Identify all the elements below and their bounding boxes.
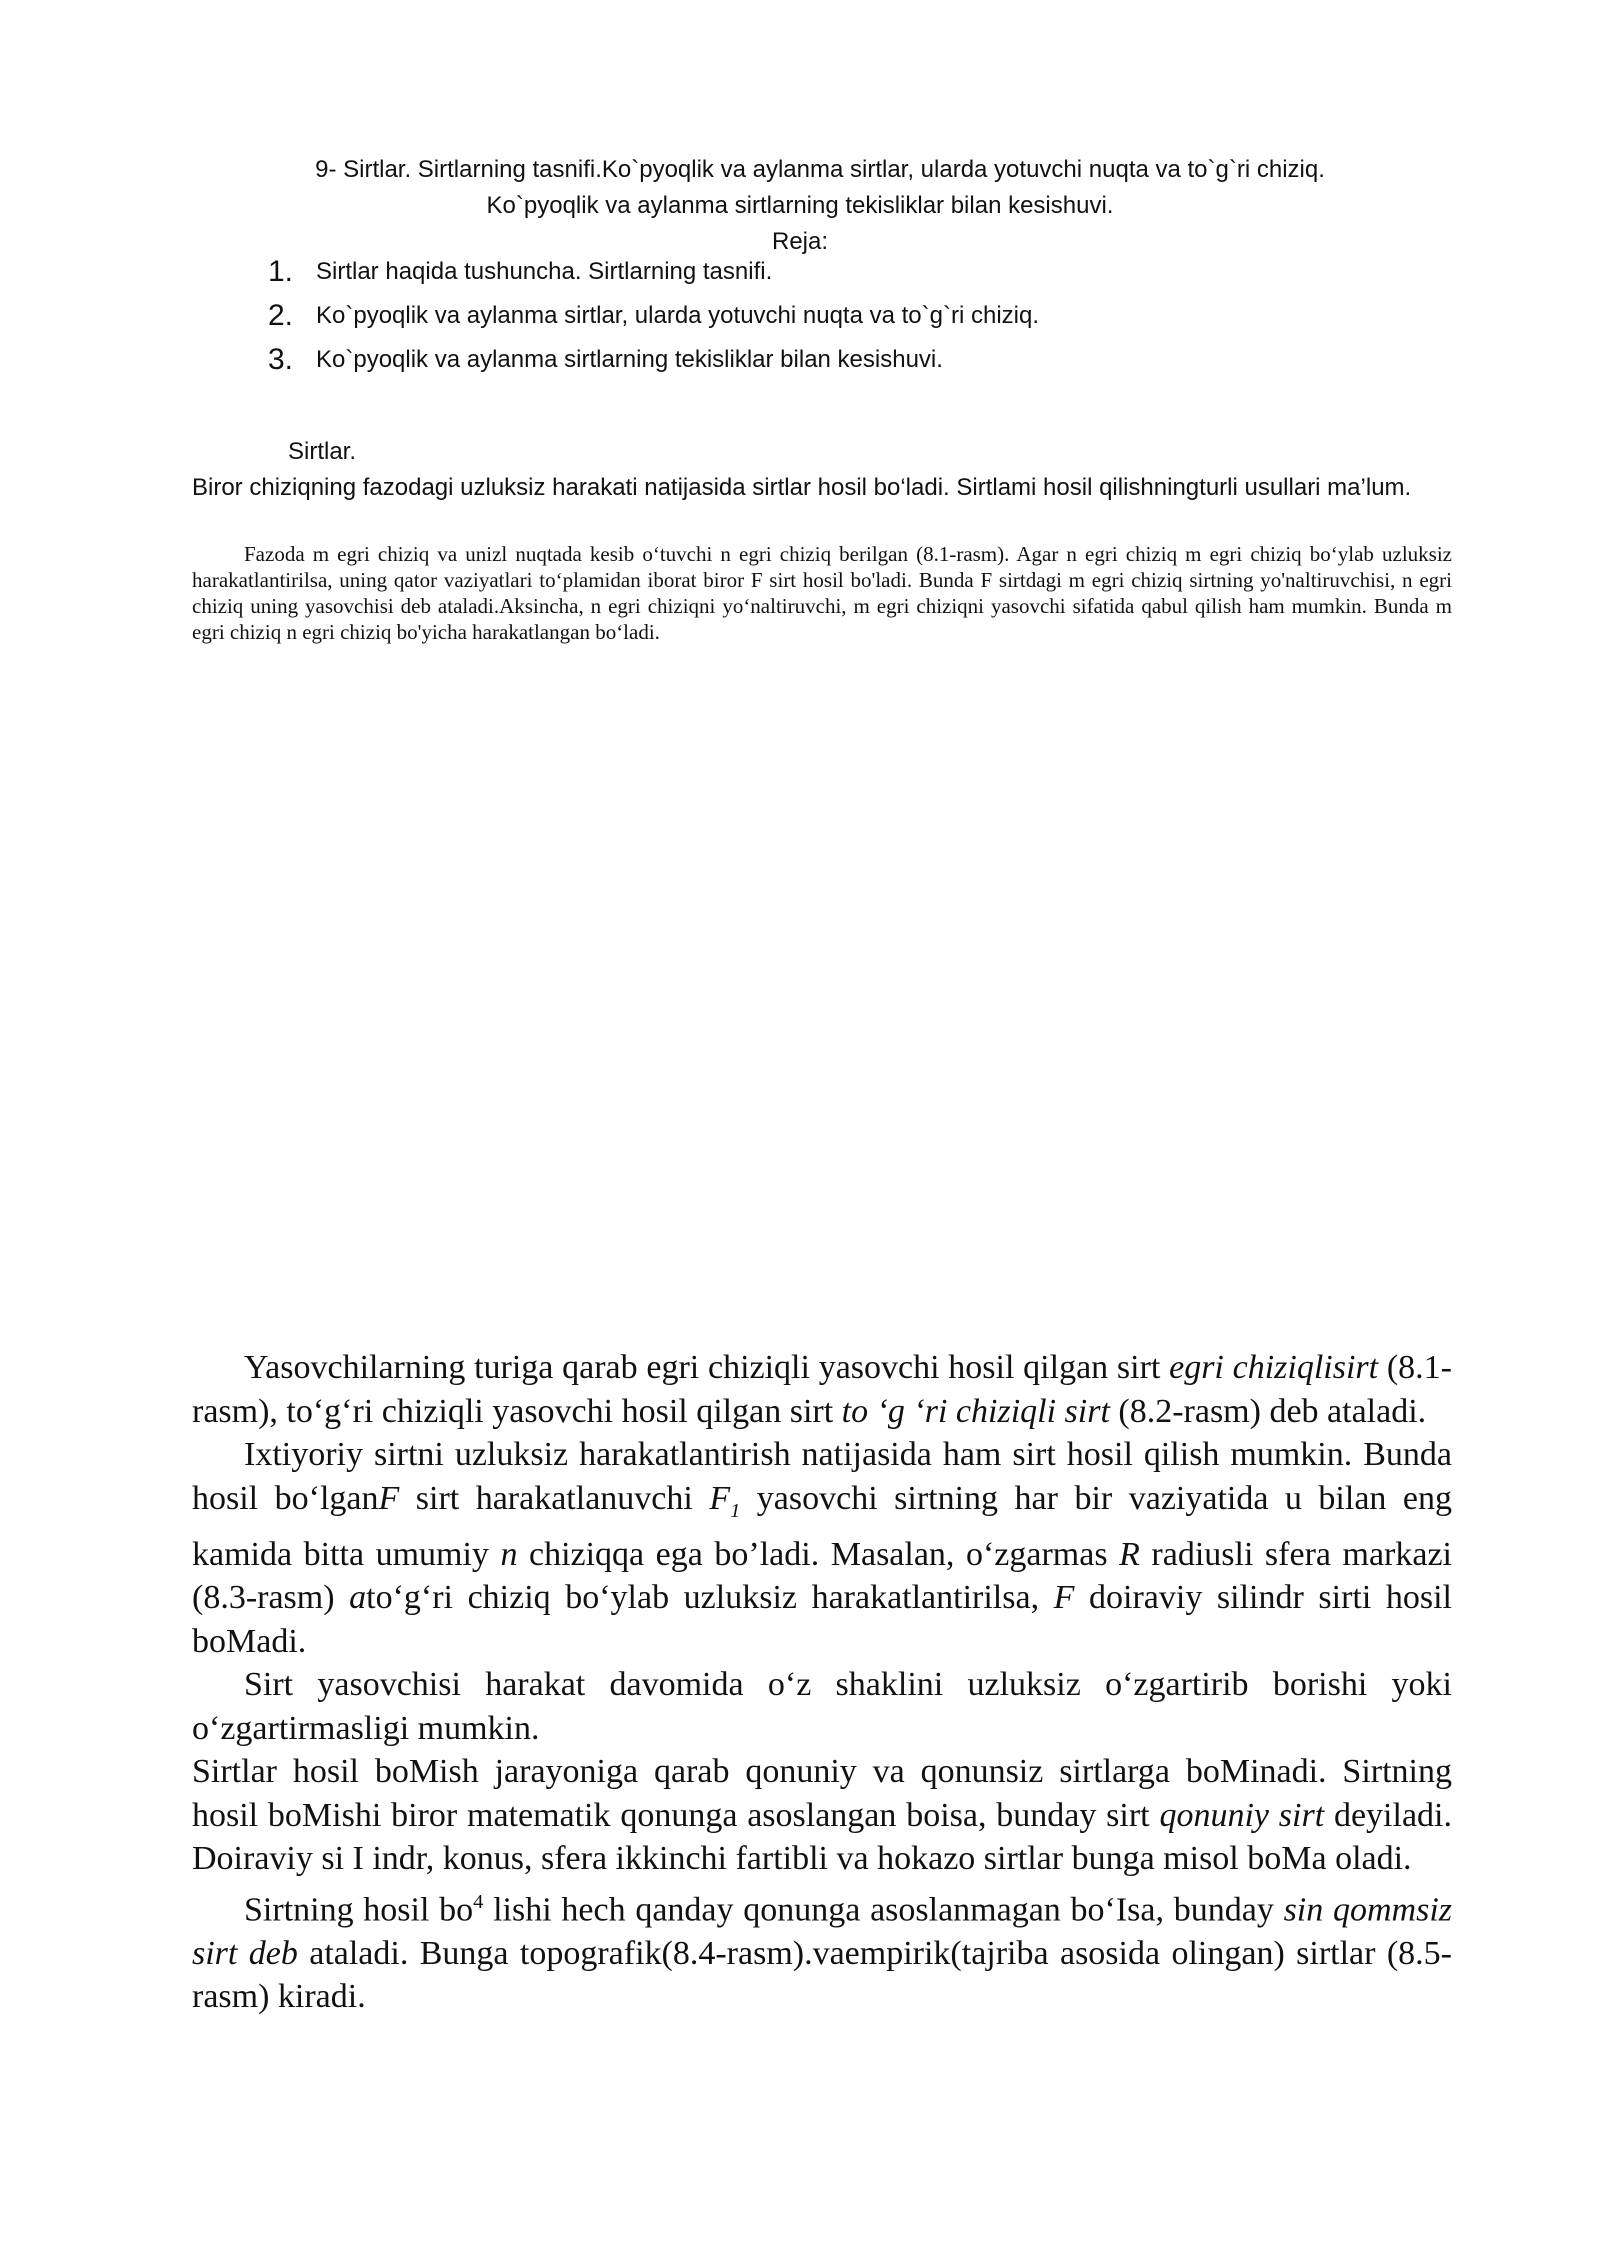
term-italic: egri chiziqlisirt [1169, 1349, 1379, 1386]
plan-item [268, 294, 1039, 338]
text-run: Yasovchilarning turiga qarab egri chiziqli yasovchi hosil qilgan sirt [244, 1349, 1170, 1386]
plan-item-text: Sirtlar haqida tushuncha. Sirtlarning tasnifi. [316, 258, 773, 285]
paragraph-moving-surface [192, 1433, 1452, 1663]
symbol-italic: a [349, 1579, 367, 1617]
text-run: lishi hech qanday qonunga asoslanmagan bo‘Isa, bunday [483, 1891, 1284, 1929]
paragraph-generator-shape: Sirt yasovchisi harakat davomida o‘z shaklini uzluksiz o‘zgartirib borishi yoki o‘zgartirmasligi mumkin. [192, 1666, 1452, 1747]
text-run: to‘g‘ri chiziq bo‘ylab uzluksiz harakatlantirilsa, [366, 1579, 1054, 1617]
paragraph-irregular-surfaces [192, 1881, 1452, 2019]
blank-figure-area [192, 720, 1452, 1320]
text-run: (8.1-rasm), to‘g‘ri chiziqli yasovchi hosil qilgan sirt [192, 1349, 1452, 1430]
symbol-letter: F [709, 1479, 731, 1517]
intro-paragraph: Biror chiziqning fazodagi uzluksiz harakati natijasida sirtlar hosil bo‘ladi. Sirtlami hosil qilishningturli usullari ma’lum. [192, 474, 1412, 501]
plan-item [268, 338, 943, 382]
paragraph-regular-surfaces [192, 1750, 1452, 1881]
superscript: 4 [473, 1890, 484, 1913]
main-body [192, 1346, 1452, 2019]
symbol-italic [709, 1479, 741, 1522]
text-run: radiusli sfera markazi (8.3-rasm) [192, 1535, 1453, 1617]
text-run: Ixtiyoriy sirtni uzluksiz harakatlantirish natijasida ham sirt hosil qilish mumkin. Bunda hosil bo‘lgan [192, 1436, 1452, 1517]
text-run: ataladi. Bunga topografik(8.4-rasm).vaempirik(tajriba asosida olingan) sirtlar (8.5-rasm) kiradi. [192, 1934, 1452, 2016]
plan-item-number: 2. [268, 299, 294, 332]
plan-item [268, 250, 772, 294]
text-run: doiraviy silindr sirti hosil boMadi. [192, 1579, 1452, 1660]
term-italic: to ‘g ‘ri chiziqli sirt [841, 1392, 1110, 1430]
text-run: Sirtning hosil bo [244, 1891, 474, 1929]
text-run: deyiladi. Doiraviy si I indr, konus, sfera ikkinchi fartibli va hokazo sirtlar bunga misol boMa oladi. [192, 1796, 1452, 1878]
document-subtitle: Ko`pyoqlik va aylanma sirtlarning tekisliklar bilan kesishuvi. [486, 192, 1114, 219]
symbol-subscript: 1 [730, 1499, 741, 1522]
document-title: 9- Sirtlar. Sirtlarning tasnifi.Ko`pyoqlik va aylanma sirtlar, ularda yotuvchi nuqta va to`g`ri chiziq. [315, 156, 1325, 183]
plan-item-text: Ko`pyoqlik va aylanma sirtlarning tekisliklar bilan kesishuvi. [316, 346, 943, 373]
text-run: sirt harakatlanuvchi [399, 1479, 710, 1517]
text-run: Sirtlar hosil boMish jarayoniga qarab qonuniy va qonunsiz sirtlarga boMinadi. Sirtning hosil boMishi biror matematik qonunga asoslangan boisa, bunday sirt [192, 1753, 1452, 1834]
plan-item-number: 3. [268, 343, 294, 376]
symbol-italic: F [1053, 1579, 1075, 1617]
term-italic: qonuniy sirt [1159, 1796, 1325, 1834]
text-run: yasovchi sirtning har bir vaziyatida u bilan eng kamida bitta umumiy [192, 1479, 1453, 1573]
symbol-italic: R [1119, 1535, 1140, 1573]
symbol-italic: F [378, 1479, 400, 1517]
plan-item-text: Ko`pyoqlik va aylanma sirtlar, ularda yotuvchi nuqta va to`g`ri chiziq. [316, 302, 1039, 329]
definition-paragraph: Fazoda m egri chiziq va unizl nuqtada kesib o‘tuvchi n egri chiziq berilgan (8.1-rasm). Agar n egri chiziq m egri chiziq bo‘ylab uzluksiz harakatlantirilsa, uning qator vaziyatlari to‘plamidan iborat biror F sirt hosil bo'ladi. Bunda F sirtdagi m egri chiziq sirtning yo'naltiruvchisi, n egri chiziq uning yasovchisi deb ataladi.Aksincha, n egri chiziqni yo‘naltiruvchi, m egri chiziqni yasovchi sifatida qabul qilish ham mumkin. Bunda m egri chiziq n egri chiziq bo'yicha harakatlangan bo‘ladi. [192, 542, 1452, 644]
term-italic: sin qommsiz sirt deb [192, 1891, 1452, 1972]
plan-item-number: 1. [268, 255, 294, 288]
text-run: (8.2-rasm) deb ataladi. [1109, 1392, 1427, 1430]
section-heading: Sirtlar. [288, 438, 357, 465]
symbol-italic: n [500, 1535, 518, 1573]
text-run: chiziqqa ega bo’ladi. Masalan, o‘zgarmas [517, 1535, 1120, 1573]
paragraph-generator-types [192, 1346, 1452, 1433]
plan-heading: Reja: [771, 228, 829, 255]
